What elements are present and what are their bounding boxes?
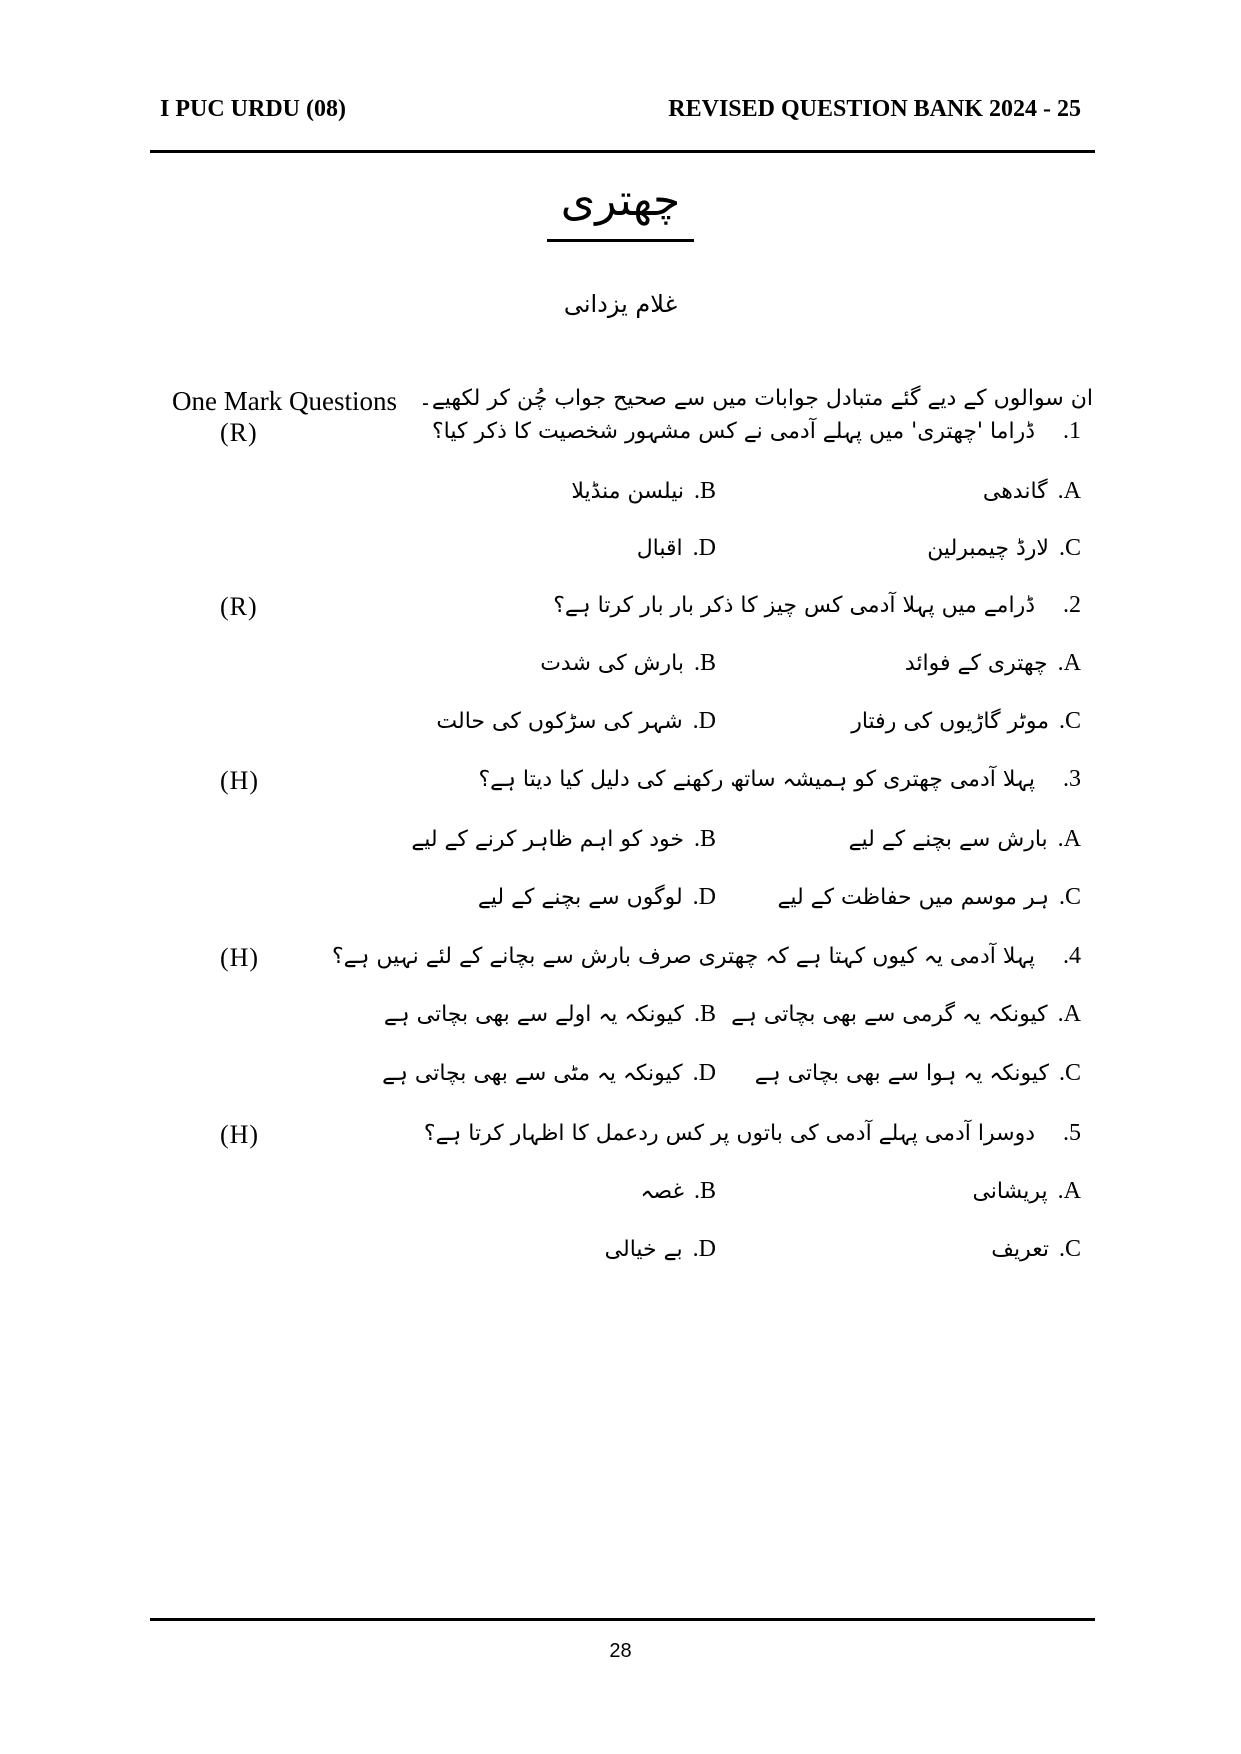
question-body: ڈرامے میں پہلا آدمی کس چیز کا ذکر بار بار کرتا ہے؟ <box>553 593 1035 618</box>
chapter-title-block <box>0 172 1241 242</box>
option-b: B.خود کو اہم ظاہر کرنے کے لیے <box>411 826 716 852</box>
section-instruction: ان سوالوں کے دیے گئے متبادل جوابات میں سے صحیح جواب چُن کر لکھیے۔ <box>418 386 1093 411</box>
option-d: D.بے خیالی <box>604 1236 716 1262</box>
option-c: C.موٹر گاڑیوں کی رفتار <box>851 708 1081 734</box>
page-number: 28 <box>609 1640 632 1662</box>
document-title: REVISED QUESTION BANK 2024 - 25 <box>668 96 1081 122</box>
option-b: B.نیلسن منڈیلا <box>571 478 716 504</box>
option-row <box>150 1178 1091 1218</box>
question-text <box>424 1120 1081 1147</box>
option-a: A.گاندھی <box>982 478 1081 504</box>
question-number: 4. <box>1063 943 1081 969</box>
option-a: A.پریشانی <box>972 1178 1081 1204</box>
option-row <box>150 708 1091 748</box>
option-d: D.اقبال <box>636 535 716 561</box>
question-tag: (H) <box>220 766 260 795</box>
question-number: 2. <box>1063 592 1081 618</box>
option-c: C.کیونکہ یہ ہوا سے بھی بچاتی ہے <box>754 1060 1081 1086</box>
option-b: B.بارش کی شدت <box>540 650 716 676</box>
page-header <box>160 96 1081 136</box>
question-tag: (H) <box>220 943 260 972</box>
question-tag: (R) <box>220 592 258 621</box>
option-row <box>150 1236 1091 1276</box>
question-body: پہلا آدمی چھتری کو ہمیشہ ساتھ رکھنے کی دلیل کیا دیتا ہے؟ <box>478 767 1035 792</box>
option-row <box>150 826 1091 866</box>
question-number: 5. <box>1063 1120 1081 1146</box>
header-divider <box>150 150 1095 153</box>
question-tag: (R) <box>220 418 258 447</box>
question-row <box>150 943 1091 983</box>
question-body: دوسرا آدمی پہلے آدمی کی باتوں پر کس ردعمل کا اظہار کرتا ہے؟ <box>423 1121 1035 1146</box>
option-b: B.غصہ <box>640 1178 716 1204</box>
option-row <box>150 1001 1091 1041</box>
option-d: D.شہر کی سڑکوں کی حالت <box>436 708 716 734</box>
option-c: C.لارڈ چیمبرلین <box>927 535 1081 561</box>
option-row <box>150 650 1091 690</box>
question-number: 1. <box>1063 418 1081 444</box>
option-c: C.ہر موسم میں حفاظت کے لیے <box>777 884 1081 910</box>
option-d: D.لوگوں سے بچنے کے لیے <box>477 884 716 910</box>
section-label: One Mark Questions <box>172 386 397 416</box>
question-body: ڈراما 'چھتری' میں پہلے آدمی نے کس مشہور شخصیت کا ذکر کیا؟ <box>431 419 1035 444</box>
question-text <box>432 418 1081 445</box>
option-b: B.کیونکہ یہ اولے سے بھی بچاتی ہے <box>383 1001 716 1027</box>
question-text <box>478 766 1081 793</box>
question-text <box>553 592 1081 619</box>
option-a: A.چھتری کے فوائد <box>904 650 1081 676</box>
footer-divider <box>150 1618 1095 1621</box>
option-row <box>150 478 1091 518</box>
question-row <box>150 418 1091 458</box>
question-row <box>150 1120 1091 1160</box>
option-row <box>150 1060 1091 1100</box>
question-text <box>332 943 1081 970</box>
course-title: I PUC URDU (08) <box>160 96 346 122</box>
option-a: A.بارش سے بچنے کے لیے <box>848 826 1081 852</box>
author-name: غلام یزدانی <box>563 290 678 318</box>
option-d: D.کیونکہ یہ مٹی سے بھی بچاتی ہے <box>382 1060 716 1086</box>
option-row <box>150 535 1091 575</box>
question-row <box>150 766 1091 806</box>
option-c: C.تعریف <box>991 1236 1081 1262</box>
question-number: 3. <box>1063 766 1081 792</box>
question-row <box>150 592 1091 632</box>
chapter-title: چھتری <box>547 172 694 242</box>
question-tag: (H) <box>220 1120 260 1149</box>
option-a: A.کیونکہ یہ گرمی سے بھی بچاتی ہے <box>731 1001 1081 1027</box>
option-row <box>150 884 1091 924</box>
question-body: پہلا آدمی یہ کیوں کہتا ہے کہ چھتری صرف بارش سے بچانے کے لئے نہیں ہے؟ <box>331 944 1035 969</box>
